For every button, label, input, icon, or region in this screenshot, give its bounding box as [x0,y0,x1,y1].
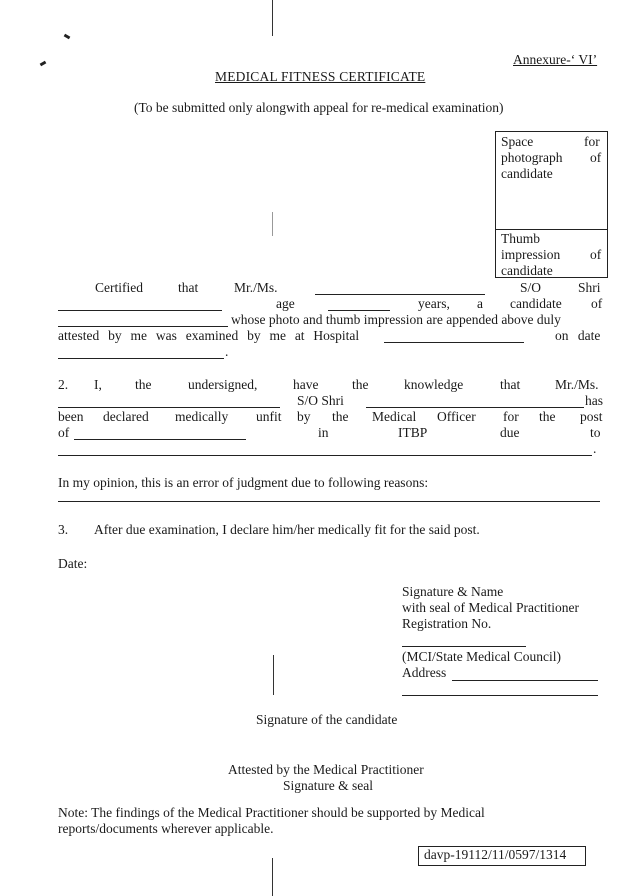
para3-number: 3. [58,522,69,537]
para2-text: of [58,425,70,440]
document-title: MEDICAL FITNESS CERTIFICATE [215,69,426,84]
address-label: Address [402,665,447,680]
para2-text: Mr./Ms. [555,377,599,392]
practitioner-seal-label: with seal of Medical Practitioner [402,600,579,615]
para2-text: Officer [437,409,476,424]
para1-text: a [477,296,483,311]
opinion-text: In my opinion, this is an error of judgment due to following reasons: [58,475,429,490]
para1-text: Certified [95,280,143,295]
para1-text: that [178,280,199,295]
para2-text: the [135,377,152,392]
father-name-blank-field[interactable] [58,310,222,311]
para2-text: S/O Shri [297,393,344,408]
para2-text: knowledge [404,377,464,392]
photo-box-label: of [590,150,602,165]
attested-signature-label: Signature & seal [283,778,373,793]
annexure-label: Annexure-‘ VI’ [513,52,598,67]
footer-code: davp-19112/11/0597/1314 [424,847,567,862]
registration-number-label: Registration No. [402,616,492,631]
para2-text: Medical [372,409,417,424]
para2-number: 2. [58,377,69,392]
para1-text: . [225,344,229,359]
para2-text: I, [94,377,102,392]
para1-text: Shri [578,280,601,295]
para1-text: Mr./Ms. [234,280,278,295]
post-blank-field[interactable] [74,439,246,440]
center-fold-mark-bottom [272,858,273,896]
para2-text: ITBP [398,425,428,440]
para2-text: in [318,425,329,440]
para1-text: years, [418,296,450,311]
address-field-line1[interactable] [452,680,598,681]
para2-text: due [500,425,520,440]
name-blank-field[interactable] [315,294,485,295]
center-fold-mark-low [273,655,274,695]
reason-blank-field[interactable] [58,455,592,456]
name-blank-field-2[interactable] [58,407,280,408]
para2-text: been [58,409,84,424]
address-field-line2[interactable] [402,695,598,696]
para3-text: After due examination, I declare him/her medically fit for the said post. [94,522,480,537]
para2-text: undersigned, [188,377,258,392]
thumb-box-label: candidate [501,263,553,278]
para2-text: medically [175,409,229,424]
para2-text: have [293,377,319,392]
hospital-blank-field[interactable] [384,342,524,343]
thumb-box-label: Thumb [501,231,540,246]
para1-text: of [591,296,603,311]
para1-text: age [276,296,295,311]
para2-text: the [539,409,556,424]
center-fold-mark-top [272,0,273,36]
center-fold-mark-mid [272,212,273,236]
council-label: (MCI/State Medical Council) [402,649,561,664]
para2-text: for [503,409,519,424]
para2-text: the [352,377,369,392]
note-text: reports/documents wherever applicable. [58,821,274,836]
para2-text: that [500,377,521,392]
attested-label: Attested by the Medical Practitioner [228,762,424,777]
candidate-of-blank-field[interactable] [58,326,228,327]
para2-text: to [590,425,601,440]
para2-text: unfit [256,409,282,424]
thumb-box-label: of [590,247,602,262]
photo-box-label: photograph [501,150,563,165]
punch-mark-2 [40,61,47,67]
photo-box-label: Space [501,134,534,149]
age-blank-field[interactable] [328,310,390,311]
date-label: Date: [58,556,88,571]
para2-text: by [297,409,311,424]
practitioner-signature-label: Signature & Name [402,584,504,599]
photo-box-label: candidate [501,166,553,181]
date-blank-field[interactable] [58,358,224,359]
reasons-blank-field[interactable] [58,501,600,502]
para1-text: whose photo and thumb impression are appended above duly [231,312,561,327]
punch-mark-1 [64,34,71,40]
photo-box-label: for [584,134,600,149]
candidate-signature-label: Signature of the candidate [256,712,398,727]
note-text: Note: The findings of the Medical Practitioner should be supported by Medical [58,805,485,820]
para1-text: attested by me was examined by me at Hospital [58,328,360,343]
para1-text: S/O [520,280,542,295]
thumb-box-label: impression [501,247,561,262]
para2-text: declared [103,409,149,424]
para2-text: the [332,409,349,424]
father-name-blank-field-2[interactable] [366,407,584,408]
para2-text: . [593,441,597,456]
para2-text: has [585,393,603,408]
registration-number-field[interactable] [402,646,526,647]
para1-text: on date [555,328,601,343]
document-subtitle: (To be submitted only alongwith appeal for re-medical examination) [134,100,504,115]
para2-text: post [580,409,603,424]
para1-text: candidate [510,296,562,311]
